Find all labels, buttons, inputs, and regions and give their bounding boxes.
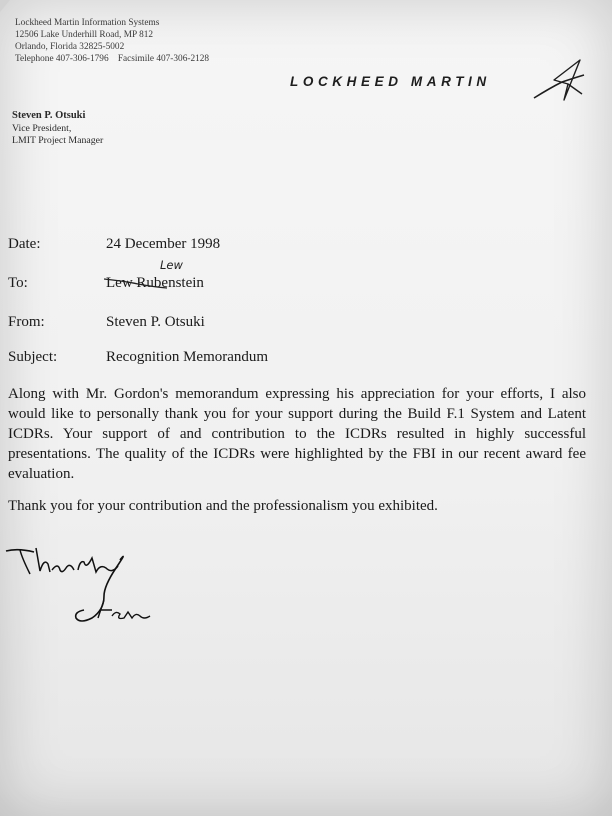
to-value-struck bbox=[106, 275, 161, 292]
company-logo bbox=[290, 58, 590, 108]
date-label: Date: bbox=[8, 236, 41, 252]
date-value: 24 December 1998 bbox=[106, 236, 221, 252]
address-line: Lockheed Martin Information Systems bbox=[15, 18, 160, 28]
lockheed-martin-star-icon bbox=[530, 58, 590, 108]
sender-title: Vice President, bbox=[12, 122, 72, 134]
strikethrough-mark bbox=[104, 276, 168, 290]
address-line: Orlando, Florida 32825-5002 bbox=[15, 42, 125, 52]
handwritten-correction: Lew bbox=[160, 258, 183, 272]
to-label: To: bbox=[8, 275, 28, 291]
closing-paragraph: Thank you for your contribution and the professionalism you exhibited. bbox=[8, 498, 438, 514]
sender-block bbox=[12, 110, 103, 148]
address-line: Telephone 407-306-1796 Facsimile 407-306-2128 bbox=[15, 54, 210, 64]
subject-label: Subject: bbox=[8, 349, 58, 365]
letterhead-address bbox=[15, 17, 209, 65]
sender-title: LMIT Project Manager bbox=[12, 135, 104, 146]
subject-value: Recognition Memorandum bbox=[106, 349, 269, 365]
to-value-struck-text: Lew Rub bbox=[106, 275, 162, 291]
logo-wordmark: LOCKHEED MARTIN bbox=[290, 74, 491, 89]
from-label: From: bbox=[8, 314, 45, 330]
handwritten-signature bbox=[0, 540, 170, 640]
from-value: Steven P. Otsuki bbox=[106, 314, 205, 330]
to-value bbox=[106, 275, 204, 292]
sender-name: Steven P. Otsuki bbox=[12, 110, 86, 121]
to-value-rest: enstein bbox=[161, 275, 204, 291]
address-line: 12506 Lake Underhill Road, MP 812 bbox=[15, 30, 154, 40]
body-paragraph: Along with Mr. Gordon's memorandum expressing his appreciation for your efforts, I also would like to personally thank you for your support during the Build F.1 System and Latent ICDRs. Your support of and contribution to the ICDRs resulted in highly successful presentations. The quality of the ICDRs were highlighted by the FBI in our recent award fee evaluation. bbox=[8, 386, 586, 482]
